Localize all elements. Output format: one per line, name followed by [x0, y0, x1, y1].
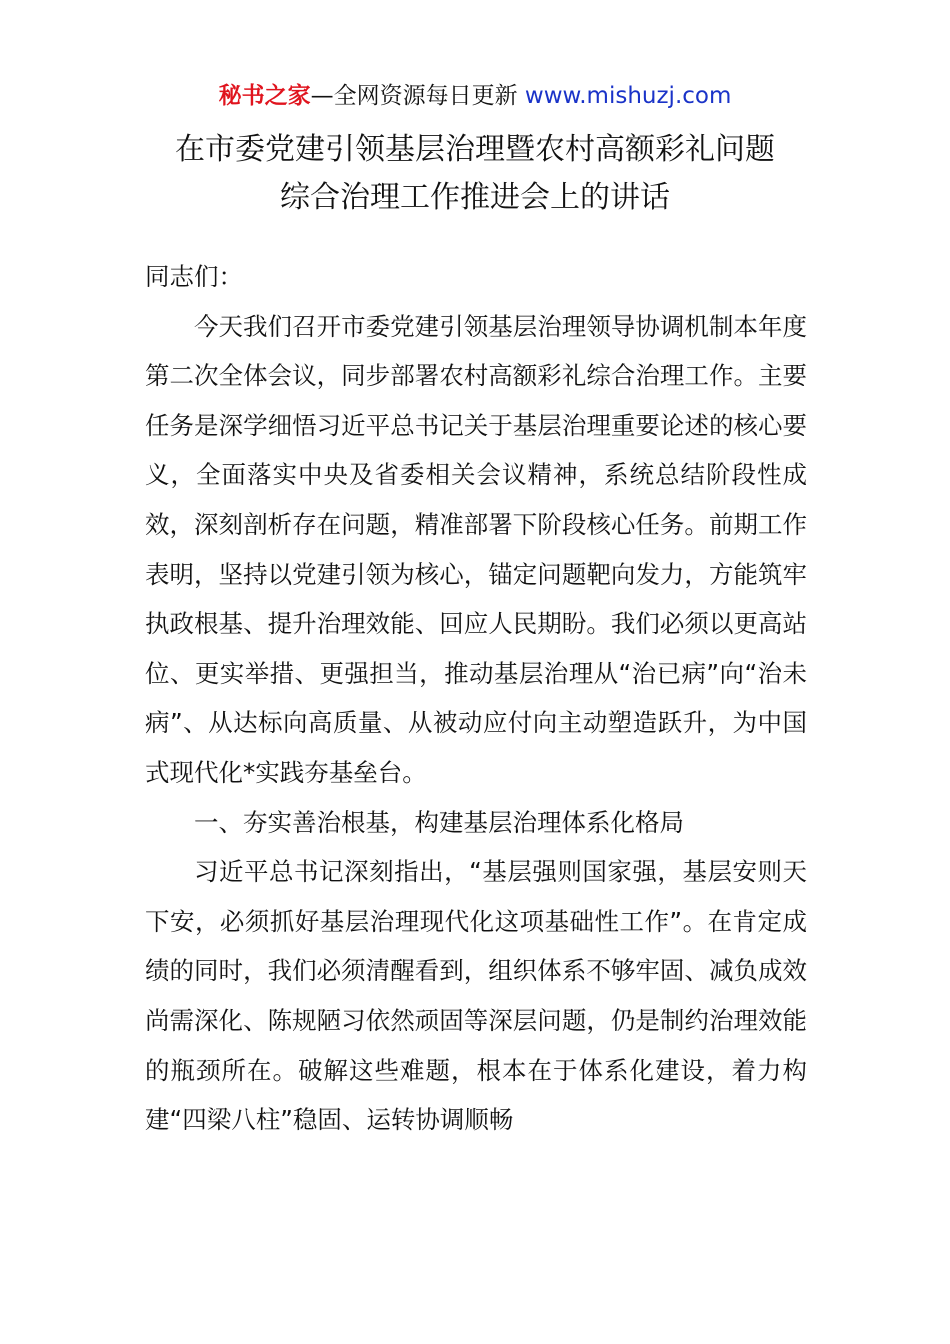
site-header	[0, 80, 950, 112]
site-url: www.mishuzj.com	[524, 83, 732, 109]
section-heading-1: 一、夯实善治根基，构建基层治理体系化格局	[194, 807, 684, 837]
paragraph-section-1: 习近平总书记深刻指出，“基层强则国家强，基层安则天下安，必须抓好基层治理现代化这项基础性工作”。在肯定成绩的同时，我们必须清醒看到，组织体系不够牢固、减负成效尚需深化、陈规陋习依然顽固等深层问题，仍是制约治理效能的瓶颈所在。破解这些难题，根本在于体系化建设，着力构建“四梁八柱”稳固、运转协调顺畅	[145, 857, 807, 1135]
site-tagline: —全网资源每日更新	[310, 83, 525, 109]
title-line-2: 综合治理工作推进会上的讲话	[280, 180, 670, 215]
document-body	[145, 252, 807, 1145]
paragraph-intro: 今天我们召开市委党建引领基层治理领导协调机制本年度第二次全体会议，同步部署农村高额彩礼综合治理工作。主要任务是深学细悟习近平总书记关于基层治理重要论述的核心要义，全面落实中央及省委相关会议精神，系统总结阶段性成效，深刻剖析存在问题，精准部署下阶段核心任务。前期工作表明，坚持以党建引领为核心，锚定问题靶向发力，方能筑牢执政根基、提升治理效能、回应人民期盼。我们必须以更高站位、更实举措、更强担当，推动基层治理从“治已病”向“治未病”、从达标向高质量、从被动应付向主动塑造跃升，为中国式现代化*实践夯基垒台。	[145, 311, 807, 787]
brand-name: 秘书之家	[218, 83, 311, 109]
document-title	[0, 126, 950, 222]
salutation: 同志们：	[145, 262, 243, 291]
title-line-1: 在市委党建引领基层治理暨农村高额彩礼问题	[175, 132, 775, 167]
